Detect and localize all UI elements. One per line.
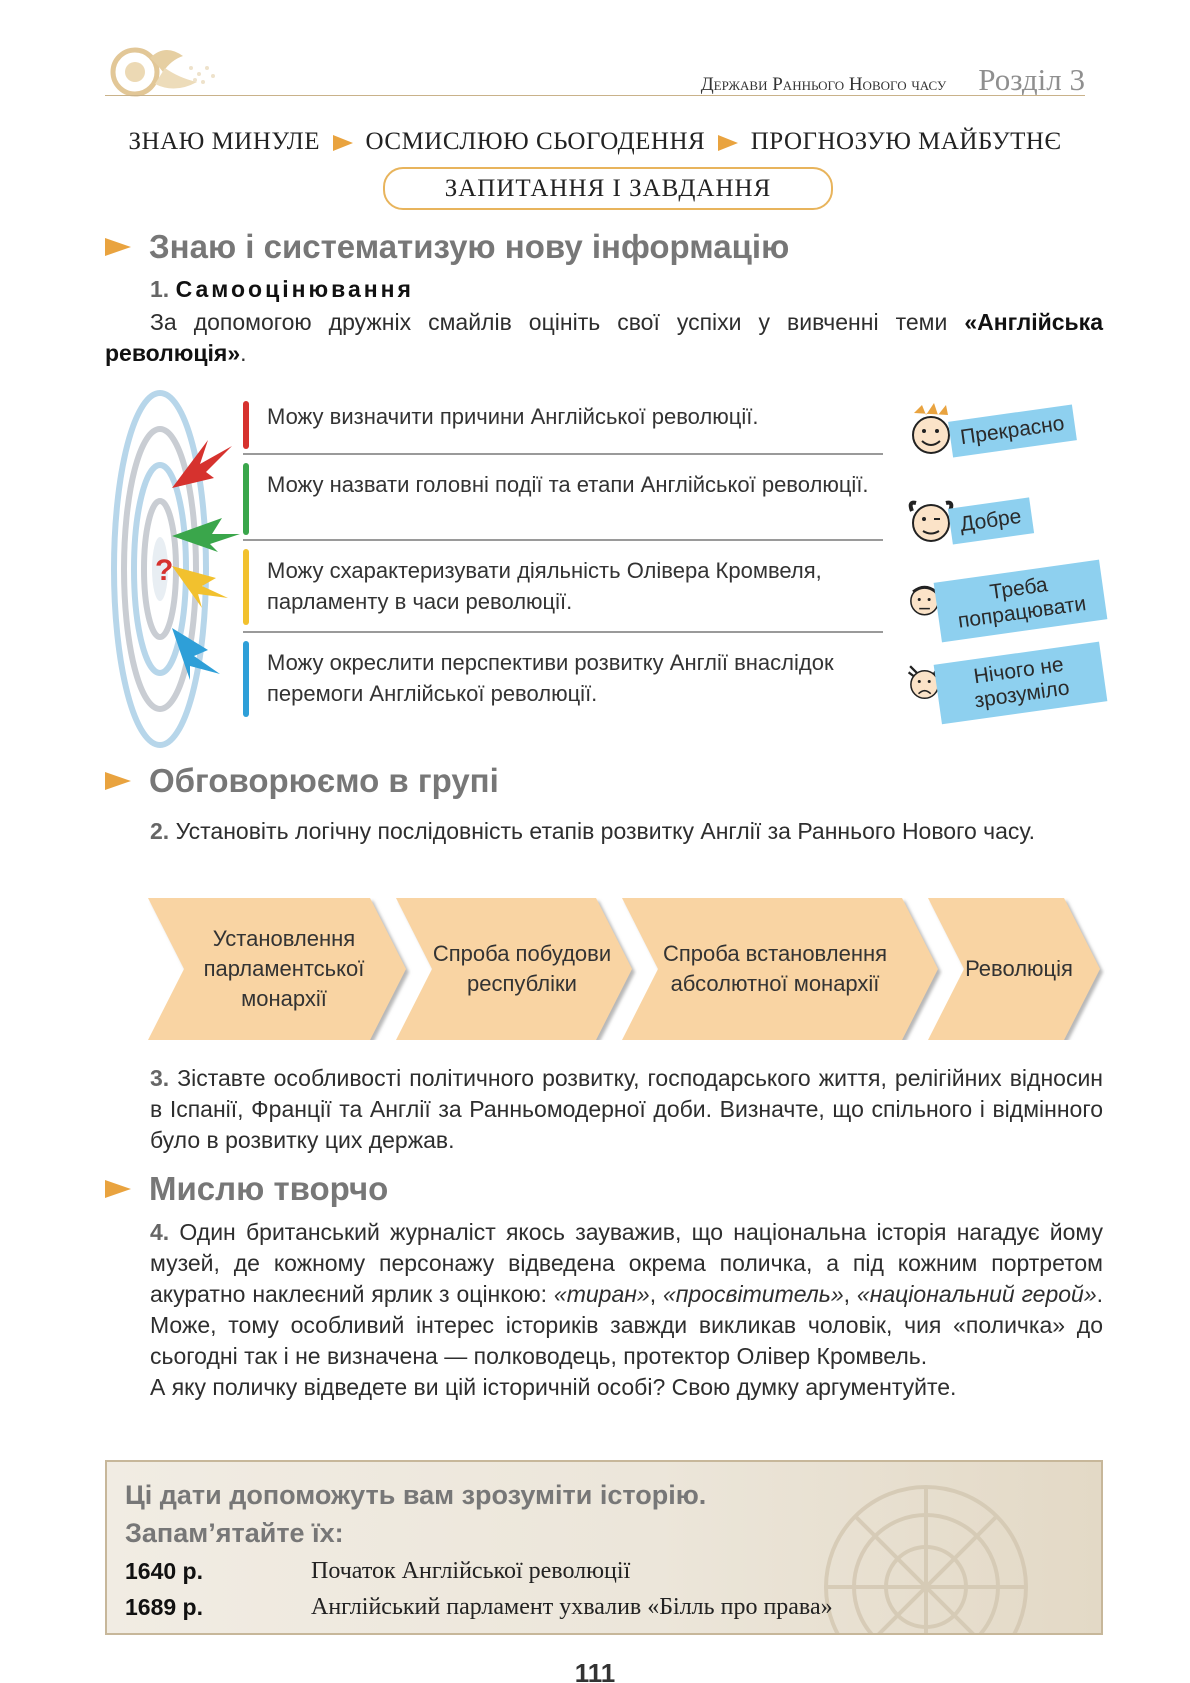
section-heading-3 — [105, 1170, 388, 1208]
triangle-bullet-icon — [105, 238, 131, 256]
astronomical-clock-icon — [811, 1472, 1041, 1635]
motto-part-1: ЗНАЮ МИНУЛЕ — [128, 128, 321, 155]
rating-label: Нічого не зрозуміло — [934, 642, 1107, 725]
statement-text: Можу назвати головні події та етапи Англійської революції. — [267, 472, 869, 497]
statement-row — [243, 541, 883, 633]
dates-title — [125, 1476, 706, 1552]
section-heading-2 — [105, 762, 499, 800]
rating-label: Треба попрацювати — [934, 560, 1108, 643]
motto-part-3: ПРОГНОЗУЮ МАЙБУТНЄ — [750, 128, 1062, 155]
self-assessment-statements — [243, 395, 883, 723]
date-item — [125, 1558, 630, 1585]
task-1-title — [150, 276, 414, 303]
rating-label: Прекрасно — [948, 404, 1077, 457]
stage-label: Установлення парламентської монархії — [203, 926, 365, 1011]
statement-text: Можу визначити причини Англійської революції. — [267, 404, 759, 429]
triangle-bullet-icon — [105, 1180, 131, 1198]
page-header — [701, 62, 1085, 98]
section-heading-1 — [105, 228, 789, 266]
task-text: Установіть логічну послідовність етапів розвитку Англії за Раннього Нового часу. — [175, 818, 1036, 844]
quote-tyrant: «тиран» — [553, 1281, 650, 1307]
header-divider — [105, 95, 1085, 96]
stage-label: Спроба побудови республіки — [432, 941, 612, 996]
task-2-text — [150, 816, 1103, 847]
yellow-marker — [243, 549, 249, 625]
task-number: 2. — [150, 818, 170, 844]
stage-label: Революція — [965, 956, 1073, 981]
task-4-text — [150, 1217, 1103, 1403]
statement-row — [243, 455, 883, 541]
task-text: Зіставте особливості політичного розвитку, господарського життя, релігійних відносин в Іспанії, Франції та Англії за Ранньомодерної доби. Визначте, що спільного і відмінного було в розвитку цих держав. — [150, 1065, 1103, 1153]
triangle-bullet-icon — [105, 772, 131, 790]
motto-part-2: ОСМИСЛЮЮ СЬОГОДЕННЯ — [365, 128, 706, 155]
statement-row — [243, 633, 883, 723]
date-year: 1640 р. — [125, 1558, 203, 1584]
rating-label: Добре — [948, 498, 1034, 545]
task-text: Один британський журналіст якось зауважив, що національна історія нагадує йому музей, де кожному персонажу відведена окрема поличка, а під кожним портретом акуратно наклеєний ярлик з оцінкою: — [150, 1219, 1103, 1307]
arrow-right-icon — [333, 135, 353, 151]
task-1-intro — [105, 307, 1103, 369]
rating-not-understood — [904, 653, 1104, 713]
rating-good — [904, 491, 1032, 551]
stage-label: Спроба встановлення абсолютної монархії — [662, 941, 888, 996]
intro-text: За допомогою дружніх смайлів оцініть свої успіхи у вивченні теми — [150, 309, 965, 335]
page-number: 111 — [574, 1658, 616, 1683]
header-chapter: Розділ 3 — [978, 62, 1085, 97]
rating-needs-work — [904, 571, 1104, 631]
task-number: 3. — [150, 1065, 170, 1091]
section-heading-text: Знаю і систематизую нову інформацію — [149, 228, 790, 265]
blue-marker — [243, 641, 249, 717]
intro-topic: «Англійська революція» — [105, 309, 1103, 366]
statement-text: Можу схарактеризувати діяльність Олівера Кромвеля, парламенту в часи революції. — [267, 558, 822, 614]
quote-enlightener: «просвітитель» — [662, 1281, 844, 1307]
statement-row — [243, 395, 883, 455]
date-event: Початок Англійської революції — [311, 1558, 631, 1584]
questions-label: ЗАПИТАННЯ І ЗАВДАННЯ — [383, 167, 833, 210]
rating-excellent — [904, 401, 1075, 461]
task-number: 1. — [150, 276, 170, 302]
date-item — [125, 1594, 833, 1621]
motto-line — [0, 128, 1190, 156]
dates-title-line-2: Запам’ятайте їх: — [125, 1518, 344, 1548]
task-3-text — [150, 1063, 1103, 1156]
section-heading-text: Мислю творчо — [149, 1170, 389, 1207]
intro-end: . — [240, 340, 247, 366]
key-dates-box — [105, 1460, 1103, 1635]
separator: , — [843, 1281, 857, 1307]
header-section-name: Держави Раннього Нового часу — [700, 74, 947, 95]
task-4-question: А яку поличку відведете ви цій історичній особі? Свою думку аргументуйте. — [150, 1374, 957, 1400]
green-marker — [243, 463, 249, 535]
section-heading-text: Обговорюємо в групі — [149, 762, 499, 799]
task-text-continued: . Може, тому особливий інтерес істориків завжди викликав чоловік, чия «поличка» до сьогодні так і не визначена — полководець, протектор Олівер Кромвель. — [150, 1281, 1104, 1369]
arrow-right-icon — [718, 135, 738, 151]
date-event: Англійський парламент ухвалив «Білль про права» — [311, 1594, 833, 1620]
separator: , — [649, 1281, 663, 1307]
question-mark-icon: ? — [155, 554, 174, 587]
task-label: Самооцінювання — [175, 276, 414, 302]
target-arrows-illustration — [110, 388, 250, 750]
quote-national-hero: «національний герой» — [856, 1281, 1097, 1307]
date-year: 1689 р. — [125, 1594, 203, 1620]
dates-title-line-1: Ці дати допоможуть вам зрозуміти історію. — [125, 1480, 707, 1510]
red-marker — [243, 401, 249, 449]
statement-text: Можу окреслити перспективи розвитку Англії внаслідок перемоги Англійської революції. — [267, 650, 834, 706]
task-number: 4. — [150, 1219, 170, 1245]
